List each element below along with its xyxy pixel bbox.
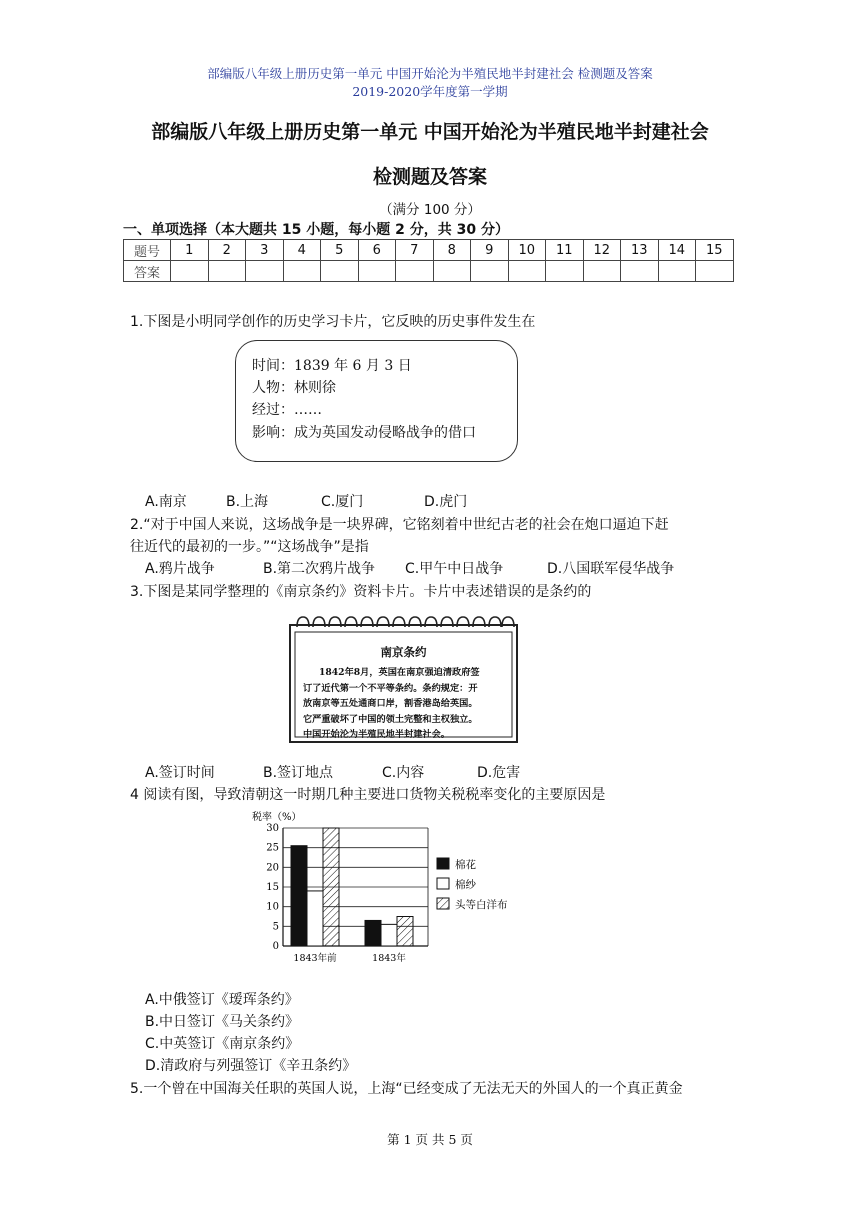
- question-number: 12: [583, 240, 621, 261]
- legend-swatch: [437, 898, 449, 909]
- question-number: 13: [621, 240, 659, 261]
- q3-option-d[interactable]: D.危害: [477, 765, 521, 781]
- q4-option-d[interactable]: D.清政府与列强签订《辛丑条约》: [145, 1058, 357, 1074]
- running-header-term: 2019-2020学年度第一学期: [352, 84, 508, 99]
- y-tick-label: 20: [266, 862, 279, 874]
- answer-table-number-row: [124, 240, 734, 261]
- card-line: 中国开始沦为半殖民地半封建社会。: [303, 729, 450, 740]
- q3-option-c[interactable]: C.内容: [382, 765, 425, 781]
- question-number: 4: [283, 240, 321, 261]
- bar-棉花: [291, 846, 307, 946]
- page-footer: 第 1 页 共 5 页: [387, 1132, 473, 1147]
- answer-cell[interactable]: [471, 261, 509, 282]
- q2-stem-line1: 2.“对于中国人来说，这场战争是一块界碑，它铭刻着中世纪古老的社会在炮口逼迫下赶: [130, 517, 669, 533]
- q2-option-a[interactable]: A.鸦片战争: [145, 561, 215, 577]
- answer-cell[interactable]: [433, 261, 471, 282]
- row-label-number: 题号: [124, 240, 171, 261]
- q2-stem-line2: 往近代的最初的一步。”“这场战争”是指: [130, 539, 369, 555]
- answer-cell[interactable]: [321, 261, 359, 282]
- legend-swatch: [437, 858, 449, 869]
- row-label-answer: 答案: [124, 261, 171, 282]
- answer-cell[interactable]: [283, 261, 321, 282]
- card-line: 订了近代第一个不平等条约。条约规定：开: [303, 682, 478, 694]
- y-tick-label: 30: [266, 823, 279, 834]
- y-tick-label: 5: [272, 921, 279, 933]
- answer-table-answer-row: [124, 261, 734, 282]
- answer-cell[interactable]: [583, 261, 621, 282]
- answer-cell[interactable]: [246, 261, 284, 282]
- q4-option-c[interactable]: C.中英签订《南京条约》: [145, 1036, 300, 1052]
- bar-棉纱: [381, 924, 397, 946]
- y-tick-label: 15: [266, 882, 279, 893]
- q1-option-d[interactable]: D.虎门: [424, 494, 468, 510]
- running-header-title: 部编版八年级上册历史第一单元 中国开始沦为半殖民地半封建社会 检测题及答案: [207, 66, 653, 81]
- legend-label: 棉花: [455, 859, 476, 871]
- question-number: 5: [321, 240, 359, 261]
- bar-头等白洋布: [397, 917, 413, 947]
- document-title: 部编版八年级上册历史第一单元 中国开始沦为半殖民地半封建社会: [151, 121, 709, 143]
- card-impact: 影响：成为英国发动侵略战争的借口: [252, 425, 476, 441]
- q3-option-b[interactable]: B.签订地点: [263, 765, 334, 781]
- question-number: 7: [396, 240, 434, 261]
- question-number: 14: [658, 240, 696, 261]
- tariff-bar-chart: [250, 808, 520, 968]
- q4-option-b[interactable]: B.中日签订《马关条约》: [145, 1014, 300, 1030]
- bar-头等白洋布: [323, 828, 339, 946]
- nanjing-treaty-card: [287, 613, 520, 745]
- bar-棉纱: [307, 891, 323, 946]
- answer-cell[interactable]: [621, 261, 659, 282]
- question-number: 10: [508, 240, 546, 261]
- question-number: 6: [358, 240, 396, 261]
- q2-option-c[interactable]: C.甲午中日战争: [405, 561, 504, 577]
- answer-cell[interactable]: [171, 261, 209, 282]
- question-number: 11: [546, 240, 584, 261]
- q1-option-c[interactable]: C.厦门: [321, 494, 364, 510]
- x-tick-label: 1843年: [372, 953, 406, 964]
- q4-option-a[interactable]: A.中俄签订《瑷珲条约》: [145, 992, 299, 1008]
- card-line: 放南京等五处通商口岸，割香港岛给英国。: [303, 698, 478, 709]
- y-axis-label: 税率（%）: [252, 812, 302, 823]
- answer-cell[interactable]: [358, 261, 396, 282]
- answer-cell[interactable]: [208, 261, 246, 282]
- question-number: 1: [171, 240, 209, 261]
- q2-option-d[interactable]: D.八国联军侵华战争: [547, 561, 675, 577]
- question-number: 2: [208, 240, 246, 261]
- answer-cell[interactable]: [696, 261, 734, 282]
- question-number: 15: [696, 240, 734, 261]
- legend-swatch: [437, 878, 449, 889]
- q3-stem: 3.下图是某同学整理的《南京条约》资料卡片。卡片中表述错误的是条约的: [130, 584, 592, 600]
- y-tick-label: 25: [266, 842, 279, 854]
- question-number: 9: [471, 240, 509, 261]
- section-heading: 一、单项选择（本大题共 15 小题，每小题 2 分，共 30 分）: [123, 222, 509, 238]
- history-card: [235, 340, 518, 462]
- legend-label: 棉纱: [455, 879, 476, 891]
- y-tick-label: 10: [266, 901, 279, 913]
- question-number: 3: [246, 240, 284, 261]
- q1-stem: 1.下图是小明同学创作的历史学习卡片，它反映的历史事件发生在: [130, 314, 536, 330]
- answer-cell[interactable]: [508, 261, 546, 282]
- y-tick-label: 0: [272, 941, 279, 952]
- score-note: （满分 100 分）: [379, 202, 481, 218]
- card-body: [303, 665, 480, 743]
- card-process: 经过：……: [252, 402, 322, 418]
- bar-棉花: [365, 920, 381, 946]
- q1-option-a[interactable]: A.南京: [145, 494, 187, 510]
- q5-stem: 5.一个曾在中国海关任职的英国人说，上海“已经变成了无法无天的外国人的一个真正黄金: [130, 1081, 683, 1097]
- q1-option-b[interactable]: B.上海: [226, 494, 269, 510]
- answer-cell[interactable]: [546, 261, 584, 282]
- q3-option-a[interactable]: A.签订时间: [145, 765, 215, 781]
- answer-cell[interactable]: [396, 261, 434, 282]
- card-person: 人物：林则徐: [252, 380, 336, 396]
- q2-option-b[interactable]: B.第二次鸦片战争: [263, 561, 376, 577]
- x-tick-label: 1843年前: [293, 953, 337, 964]
- legend-label: 头等白洋布: [455, 899, 508, 911]
- q4-stem: 4 阅读有图，导致清朝这一时期几种主要进口货物关税税率变化的主要原因是: [130, 787, 606, 803]
- answer-cell[interactable]: [658, 261, 696, 282]
- document-subtitle: 检测题及答案: [372, 166, 487, 188]
- card-line: 它严重破坏了中国的领土完整和主权独立。: [303, 713, 478, 725]
- card-line: 1842年8月，英国在南京强迫清政府签: [319, 667, 480, 678]
- card-time: 时间：1839 年 6 月 3 日: [252, 358, 412, 374]
- card-title: 南京条约: [380, 645, 427, 659]
- question-number: 8: [433, 240, 471, 261]
- answer-table: [123, 239, 734, 282]
